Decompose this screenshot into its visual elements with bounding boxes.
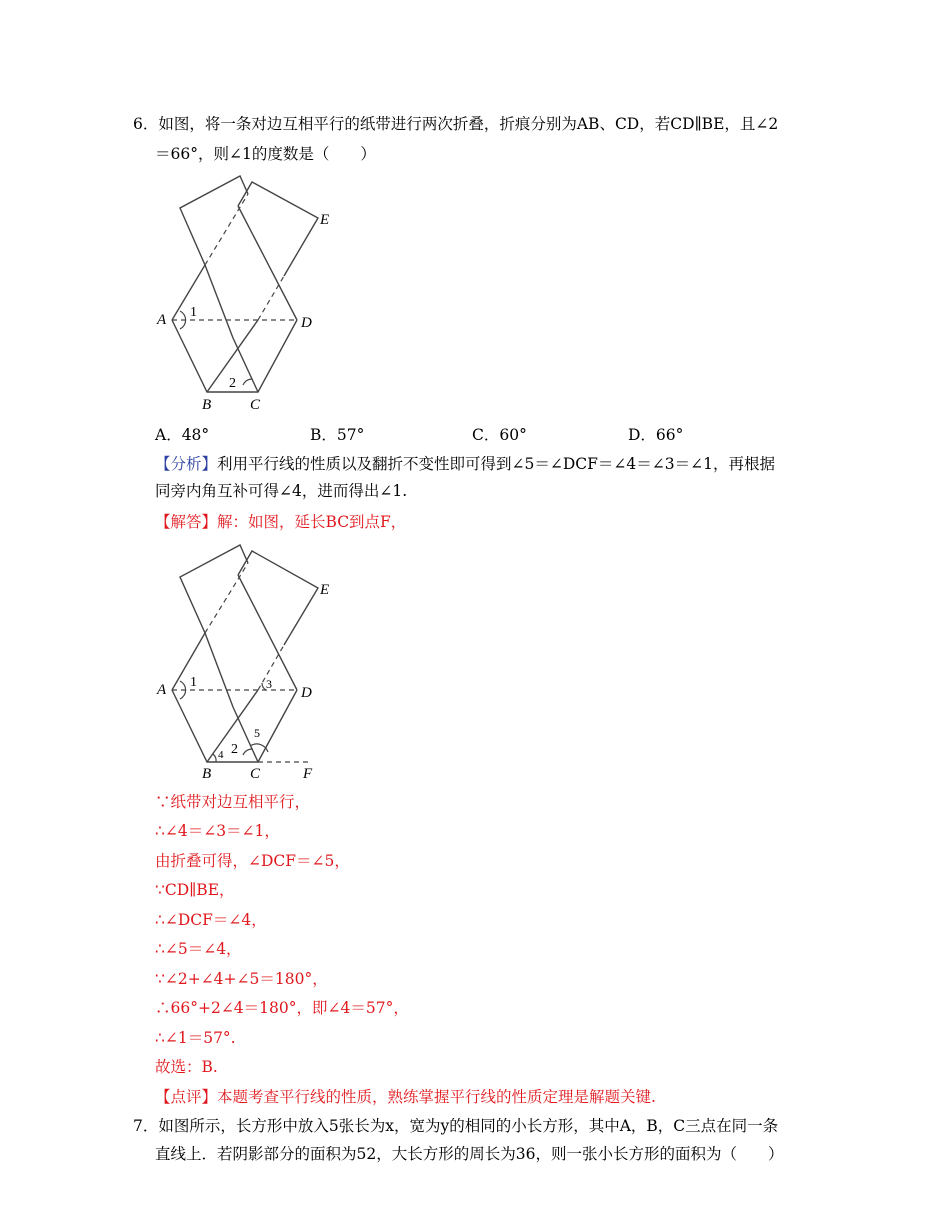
q6-stem-line2: ＝66°，则∠1的度数是（ ） (155, 145, 376, 163)
step-9: ∴∠1＝57°. (155, 1029, 236, 1047)
label-B: B (202, 397, 212, 413)
label-D: D (301, 315, 312, 331)
comment-line: 【点评】本题考查平行线的性质，熟练掌握平行线的性质定理是解题关键. (155, 1088, 656, 1106)
angle-1-label: 1 (190, 675, 197, 690)
angle-2-label: 2 (231, 742, 238, 757)
option-d: D．66° (628, 426, 684, 444)
label-F: F (303, 766, 313, 782)
analysis-line2: 同旁内角互补可得∠4，进而得出∠1. (155, 482, 408, 500)
q7-stem-line2: 直线上．若阴影部分的面积为52，大长方形的周长为36，则一张小长方形的面积为（ ） (155, 1145, 784, 1163)
label-E: E (320, 212, 330, 228)
step-7: ∵∠2+∠4+∠5＝180°， (155, 970, 328, 988)
option-a: A．48° (155, 426, 210, 444)
label-A: A (157, 312, 167, 328)
solution-intro: 【解答】解：如图，延长BC到点F， (155, 513, 407, 531)
label-A: A (157, 682, 167, 698)
label-B: B (202, 766, 212, 782)
step-4: ∵CD∥BE， (155, 881, 235, 899)
comment-tag: 【点评】 (155, 1088, 218, 1106)
step-6: ∴∠5＝∠4， (155, 940, 242, 958)
label-D: D (301, 685, 312, 701)
q6-figure-1 (150, 170, 350, 419)
label-C: C (250, 397, 261, 413)
angle-5-label: 5 (254, 726, 260, 740)
analysis-tag: 【分析】 (155, 455, 218, 473)
q7-stem-line1: 7．如图所示，长方形中放入5张长为x，宽为y的相同的小长方形，其中A，B，C三点在同一条 (133, 1117, 779, 1135)
angle-3-label: 3 (266, 677, 272, 691)
q6-stem-line1: 6．如图，将一条对边互相平行的纸带进行两次折叠，折痕分别为AB、CD，若CD∥BE，且∠2 (133, 115, 779, 133)
step-10: 故选：B. (155, 1058, 218, 1076)
label-C: C (250, 766, 261, 782)
option-c: C．60° (472, 426, 527, 444)
q6-figure-2 (150, 540, 350, 789)
angle-4-label: 4 (218, 749, 224, 761)
step-8: ∴66°+2∠4＝180°，即∠4＝57°， (155, 999, 409, 1017)
analysis-line1: 【分析】利用平行线的性质以及翻折不变性即可得到∠5＝∠DCF＝∠4＝∠3＝∠1，再根据 (155, 455, 775, 473)
step-3: 由折叠可得，∠DCF＝∠5， (155, 852, 350, 870)
step-2: ∴∠4＝∠3＝∠1， (155, 822, 280, 840)
label-E: E (320, 582, 330, 598)
step-5: ∴∠DCF＝∠4， (155, 911, 267, 929)
solution-tag: 【解答】 (155, 513, 218, 531)
option-b: B．57° (310, 426, 365, 444)
angle-2-label: 2 (229, 376, 236, 391)
angle-1-label: 1 (190, 305, 197, 320)
step-1: ∵纸带对边互相平行， (155, 793, 311, 811)
